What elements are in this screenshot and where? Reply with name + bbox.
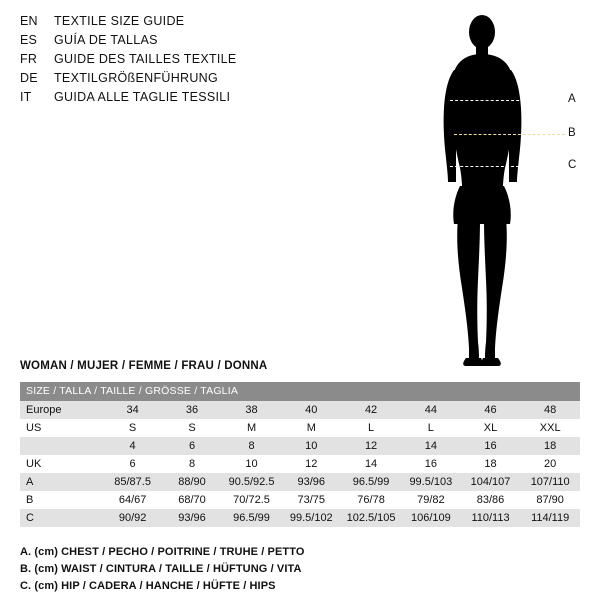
cell: 42 — [341, 401, 401, 419]
cell: 88/90 — [162, 473, 221, 491]
cell: S — [103, 419, 163, 437]
language-row — [20, 90, 350, 109]
cell: 36 — [162, 401, 221, 419]
cell: 6 — [162, 437, 221, 455]
cell: 96.5/99 — [341, 473, 401, 491]
cell: 106/109 — [401, 509, 461, 527]
cell: 38 — [222, 401, 282, 419]
footnote-chest: A. (cm) CHEST / PECHO / POITRINE / TRUHE / PETTO — [20, 546, 305, 558]
cell: M — [281, 419, 341, 437]
cell: 14 — [401, 437, 461, 455]
language-title: GUÍA DE TALLAS — [54, 33, 158, 47]
cell: 48 — [520, 401, 580, 419]
cell: 104/107 — [461, 473, 521, 491]
cell: 20 — [520, 455, 580, 473]
cell: 99.5/103 — [401, 473, 461, 491]
cell: XXL — [520, 419, 580, 437]
cell: 40 — [281, 401, 341, 419]
cell: 16 — [461, 437, 521, 455]
footnote-waist: B. (cm) WAIST / CINTURA / TAILLE / HÜFTUNG / VITA — [20, 563, 302, 575]
table-row — [20, 455, 580, 473]
row-label — [20, 437, 103, 455]
cell: 83/86 — [461, 491, 521, 509]
cell: L — [341, 419, 401, 437]
cell: 14 — [341, 455, 401, 473]
cell: 4 — [103, 437, 163, 455]
measure-label-c: C — [568, 159, 577, 171]
language-code: FR — [20, 52, 38, 66]
language-row — [20, 52, 350, 71]
cell: 6 — [103, 455, 163, 473]
cell: 90/92 — [103, 509, 163, 527]
cell: 99.5/102 — [281, 509, 341, 527]
cell: 10 — [222, 455, 282, 473]
cell: L — [401, 419, 461, 437]
female-silhouette-icon — [420, 8, 590, 368]
waist-measure-line — [454, 134, 565, 135]
cell: 96.5/99 — [222, 509, 282, 527]
row-label: B — [20, 491, 103, 509]
cell: 76/78 — [341, 491, 401, 509]
table-header-row — [20, 382, 580, 401]
measure-label-a: A — [568, 93, 576, 105]
cell: 34 — [103, 401, 163, 419]
cell: 73/75 — [281, 491, 341, 509]
table-row — [20, 509, 580, 527]
cell: 10 — [281, 437, 341, 455]
cell: 110/113 — [461, 509, 521, 527]
row-label: Europe — [20, 401, 103, 419]
language-title: GUIDE DES TAILLES TEXTILE — [54, 52, 237, 66]
language-title: TEXTILE SIZE GUIDE — [54, 14, 185, 28]
table-row — [20, 491, 580, 509]
cell: 70/72.5 — [222, 491, 282, 509]
cell: 44 — [401, 401, 461, 419]
table-row — [20, 419, 580, 437]
table-header-label: SIZE / TALLA / TAILLE / GRÖSSE / TAGLIA — [20, 382, 580, 401]
cell: 16 — [401, 455, 461, 473]
table-row — [20, 473, 580, 491]
cell: 64/67 — [103, 491, 163, 509]
cell: XL — [461, 419, 521, 437]
cell: 93/96 — [162, 509, 221, 527]
cell: 102.5/105 — [341, 509, 401, 527]
row-label: US — [20, 419, 103, 437]
cell: 46 — [461, 401, 521, 419]
cell: 87/90 — [520, 491, 580, 509]
language-row — [20, 14, 350, 33]
cell: M — [222, 419, 282, 437]
cell: 12 — [281, 455, 341, 473]
cell: 18 — [520, 437, 580, 455]
measure-label-b: B — [568, 127, 576, 139]
cell: 8 — [222, 437, 282, 455]
language-code: DE — [20, 71, 38, 85]
table-row — [20, 401, 580, 419]
language-title-block — [20, 14, 350, 109]
language-code: IT — [20, 90, 32, 104]
cell: 90.5/92.5 — [222, 473, 282, 491]
cell: S — [162, 419, 221, 437]
language-code: EN — [20, 14, 38, 28]
row-label: A — [20, 473, 103, 491]
language-code: ES — [20, 33, 38, 47]
size-table — [20, 382, 580, 527]
hip-measure-line — [450, 166, 565, 167]
row-label: UK — [20, 455, 103, 473]
table-row — [20, 437, 580, 455]
row-label: C — [20, 509, 103, 527]
language-title: GUIDA ALLE TAGLIE TESSILI — [54, 90, 231, 104]
cell: 79/82 — [401, 491, 461, 509]
language-row — [20, 33, 350, 52]
cell: 114/119 — [520, 509, 580, 527]
cell: 107/110 — [520, 473, 580, 491]
cell: 12 — [341, 437, 401, 455]
cell: 85/87.5 — [103, 473, 163, 491]
cell: 18 — [461, 455, 521, 473]
cell: 68/70 — [162, 491, 221, 509]
cell: 93/96 — [281, 473, 341, 491]
section-title-woman: WOMAN / MUJER / FEMME / FRAU / DONNA — [20, 360, 268, 372]
language-title: TEXTILGRÖßENFÜHRUNG — [54, 71, 219, 85]
footnote-hip: C. (cm) HIP / CADERA / HANCHE / HÜFTE / HIPS — [20, 580, 276, 592]
chest-measure-line — [450, 100, 565, 101]
cell: 8 — [162, 455, 221, 473]
female-figure-diagram — [420, 8, 590, 368]
language-row — [20, 71, 350, 90]
